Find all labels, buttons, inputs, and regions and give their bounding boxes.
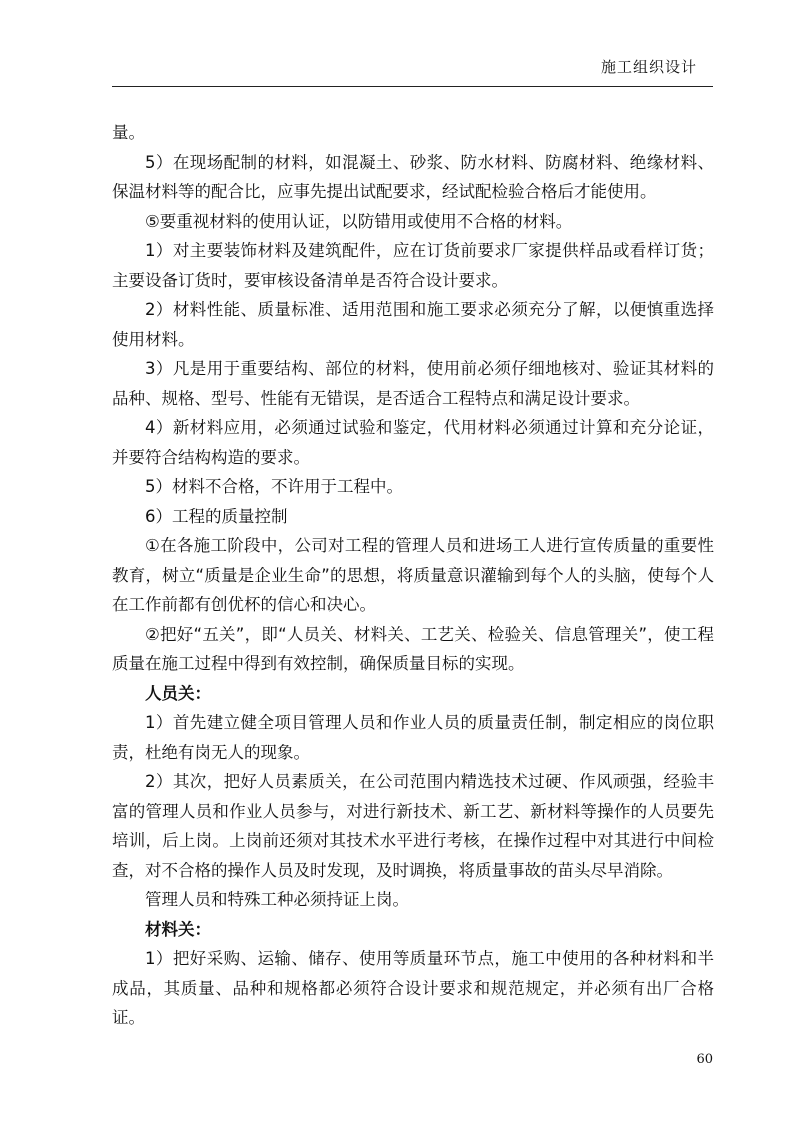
subheading-personnel: 人员关： bbox=[145, 683, 211, 703]
paragraph: 2）其次，把好人员素质关，在公司范围内精选技术过硬、作风顽强，经验丰富的管理人员和作业人员参与，对进行新技术、新工艺、新材料等操作的人员要先培训，后上岗。上岗前还须对其技术水平进行考核，在操作过程中对其进行中间检查，对不合格的操作人员及时发现，及时调换，将质量事故的苗头尽早消除。 bbox=[112, 772, 714, 880]
header-divider bbox=[112, 86, 713, 87]
paragraph: ⑤要重视材料的使用认证，以防错用或使用不合格的材料。 bbox=[145, 211, 573, 231]
document-body bbox=[112, 118, 714, 1033]
paragraph: ②把好“五关”，即“人员关、材料关、工艺关、检验关、信息管理关”，使工程质量在施工过程中得到有效控制，确保质量目标的实现。 bbox=[112, 624, 714, 673]
header-title: 施工组织设计 bbox=[600, 58, 697, 76]
paragraph: 1）对主要装饰材料及建筑配件，应在订货前要求厂家提供样品或看样订货；主要设备订货时，要审核设备清单是否符合设计要求。 bbox=[112, 241, 714, 290]
paragraph: ①在各施工阶段中，公司对工程的管理人员和进场工人进行宣传质量的重要性教育，树立“质量是企业生命”的思想，将质量意识灌输到每个人的头脑，使每个人在工作前都有创优杯的信心和决心。 bbox=[112, 536, 714, 614]
paragraph: 量。 bbox=[112, 123, 145, 142]
paragraph: 1）把好采购、运输、储存、使用等质量环节点，施工中使用的各种材料和半成品，其质量、品种和规格都必须符合设计要求和规范规定，并必须有出厂合格证。 bbox=[112, 949, 714, 1027]
paragraph: 4）新材料应用，必须通过试验和鉴定，代用材料必须通过计算和充分论证，并要符合结构构造的要求。 bbox=[112, 418, 714, 467]
paragraph: 3）凡是用于重要结构、部位的材料，使用前必须仔细地核对、验证其材料的品种、规格、型号、性能有无错误，是否适合工程特点和满足设计要求。 bbox=[112, 359, 714, 408]
paragraph: 5）在现场配制的材料，如混凝土、砂浆、防水材料、防腐材料、绝缘材料、保温材料等的配合比，应事先提出试配要求，经试配检验合格后才能使用。 bbox=[112, 152, 714, 201]
paragraph: 5）材料不合格，不许用于工程中。 bbox=[145, 477, 403, 496]
paragraph: 1）首先建立健全项目管理人员和作业人员的质量责任制，制定相应的岗位职责，杜绝有岗无人的现象。 bbox=[112, 713, 714, 762]
subheading-materials: 材料关： bbox=[145, 919, 211, 939]
page-number: 60 bbox=[696, 1052, 713, 1067]
paragraph: 2）材料性能、质量标准、适用范围和施工要求必须充分了解，以便慎重选择使用材料。 bbox=[112, 300, 714, 349]
paragraph: 管理人员和特殊工种必须持证上岗。 bbox=[145, 890, 409, 909]
section-heading: 6）工程的质量控制 bbox=[145, 506, 288, 526]
